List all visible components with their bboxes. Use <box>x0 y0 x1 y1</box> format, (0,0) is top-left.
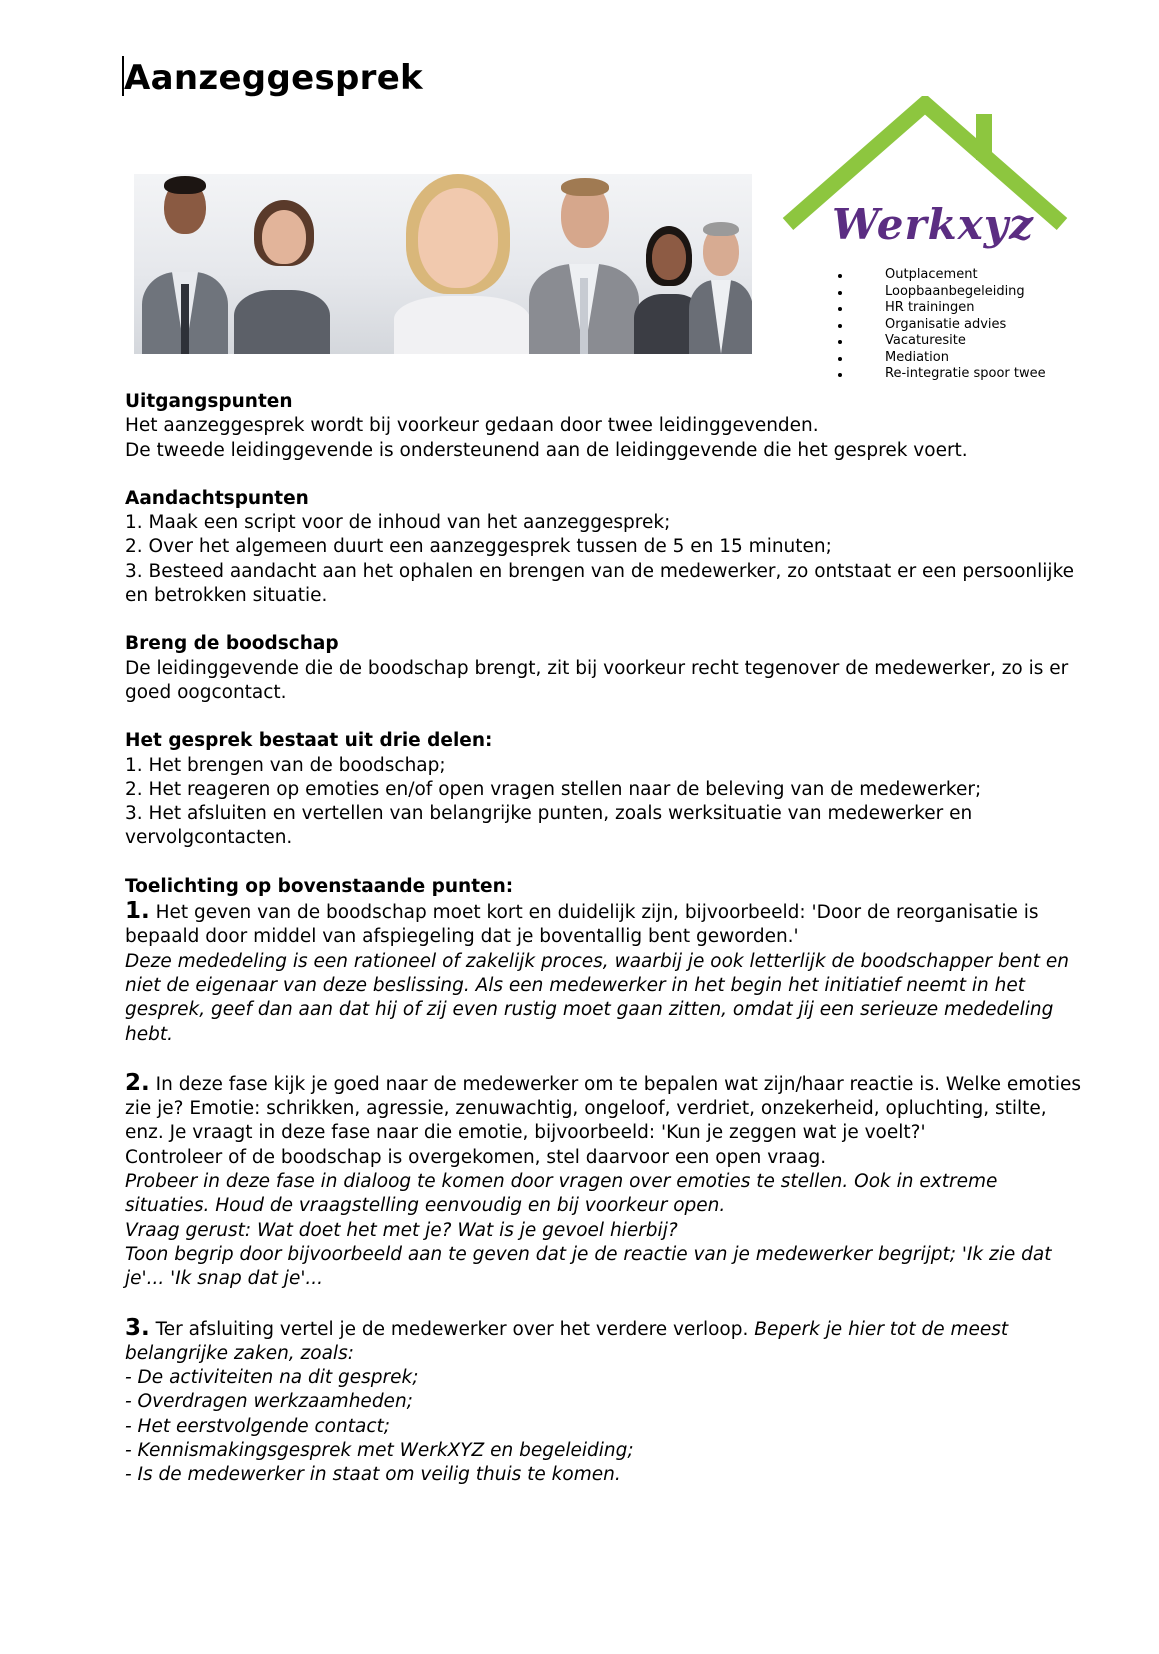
services-list <box>838 267 1046 383</box>
bullet-icon <box>838 357 842 361</box>
list-item: - Het eerstvolgende contact; <box>125 1415 390 1437</box>
list-item: Re-integratie spoor twee <box>838 366 1046 383</box>
person-figure <box>689 174 752 354</box>
list-item: Organisatie advies <box>838 317 1046 334</box>
point-italic: Beperk je hier tot de meest belangrijke zaken, zoals: <box>125 1318 1009 1364</box>
paragraph: De leidinggevende die de boodschap brengt, zit bij voorkeur recht tegenover de medewerker, zo is er goed oogcontact. <box>125 657 1069 703</box>
numbered-item: 1. Het brengen van de boodschap; <box>125 754 446 776</box>
explanation-point-1 <box>125 899 1085 950</box>
list-item: Outplacement <box>838 267 1046 284</box>
list-item: Mediation <box>838 350 1046 367</box>
italic-paragraph: Probeer in deze fase in dialoog te komen door vragen over emoties te stellen. Ook in extreme situaties. Houd de vraagstelling eenvoudig en bij voorkeur open. <box>125 1171 998 1217</box>
list-item: - Overdragen werkzaamheden; <box>125 1391 413 1413</box>
point-number: 2. <box>125 1069 150 1096</box>
bullet-icon <box>838 274 842 278</box>
section-heading: Toelichting op bovenstaande punten: <box>125 875 514 897</box>
logo-brand-name: Werkxyz <box>832 200 1034 249</box>
list-item: - Kennismakingsgesprek met WerkXYZ en begeleiding; <box>125 1439 634 1461</box>
numbered-item: 1. Maak een script voor de inhoud van het aanzeggesprek; <box>125 512 671 534</box>
point-text: Het geven van de boodschap moet kort en duidelijk zijn, bijvoorbeeld: 'Door de reorganisatie is bepaald door middel van afspiegeling dat je boventallig bent geworden.' <box>125 902 1039 948</box>
point-number: 1. <box>125 898 150 925</box>
point-text: Ter afsluiting vertel je de medewerker over het verdere verloop. <box>149 1318 755 1340</box>
list-item: - Is de medewerker in staat om veilig thuis te komen. <box>125 1464 621 1486</box>
bullet-icon <box>838 373 842 377</box>
point-number: 3. <box>125 1314 150 1341</box>
list-item: Loopbaanbegeleiding <box>838 284 1046 301</box>
italic-paragraph: Vraag gerust: Wat doet het met je? Wat is je gevoel hierbij? <box>125 1219 678 1241</box>
numbered-item: 3. Het afsluiten en vertellen van belangrijke punten, zoals werksituatie van medewerker en vervolgcontacten. <box>125 803 973 849</box>
point-text: In deze fase kijk je goed naar de medewerker om te bepalen wat zijn/haar reactie is. Welke emoties zie je? Emotie: schrikken, agressie, zenuwachtig, ongeloof, verdriet, onzekerheid, opluchting, stilte, enz. Je vraagt in deze fase naar die emotie, bijvoorbeeld: 'Kun je zeggen wat je voelt?' <box>125 1073 1082 1144</box>
section-heading: Uitgangspunten <box>125 391 293 412</box>
bullet-icon <box>838 307 842 311</box>
page-title: Aanzeggesprek <box>124 58 423 98</box>
person-figure <box>224 174 334 354</box>
bullet-icon <box>838 324 842 328</box>
banner-photo <box>134 174 752 354</box>
document-body <box>125 390 1085 1488</box>
numbered-item: 3. Besteed aandacht aan het ophalen en brengen van de medewerker, zo ontstaat er een persoonlijke en betrokken situatie. <box>125 560 1075 607</box>
explanation-point-2 <box>125 1071 1085 1146</box>
person-figure <box>142 174 228 354</box>
paragraph: Controleer of de boodschap is overgekomen, stel daarvoor een open vraag. <box>125 1146 827 1168</box>
person-figure <box>384 174 534 354</box>
list-item: HR trainingen <box>838 300 1046 317</box>
section-heading: Aandachtspunten <box>125 487 309 509</box>
italic-paragraph: Toon begrip door bijvoorbeeld aan te geven dat je de reactie van je medewerker begrijpt; 'Ik zie dat je'... 'Ik snap dat je'... <box>125 1243 1052 1290</box>
numbered-item: 2. Het reageren op emoties en/of open vragen stellen naar de beleving van de medewerker; <box>125 778 982 800</box>
numbered-item: 2. Over het algemeen duurt een aanzeggesprek tussen de 5 en 15 minuten; <box>125 536 832 558</box>
list-item: Vacaturesite <box>838 333 1046 350</box>
section-heading: Breng de boodschap <box>125 633 339 655</box>
paragraph-line: Het aanzeggesprek wordt bij voorkeur gedaan door twee leidinggevenden. <box>125 415 819 437</box>
italic-paragraph: Deze mededeling is een rationeel of zakelijk proces, waarbij je ook letterlijk de boodschapper bent en niet de eigenaar van deze beslissing. Als een medewerker in het begin het initiatief neemt in het gesprek, geef dan aan dat hij of zij even rustig moet gaan zitten, omdat jij een serieuze mededeling hebt. <box>125 950 1069 1045</box>
paragraph-line: De tweede leidinggevende is ondersteunend aan de leidinggevende die het gesprek voert. <box>125 439 968 461</box>
list-item: - De activiteiten na dit gesprek; <box>125 1367 419 1389</box>
bullet-icon <box>838 291 842 295</box>
bullet-icon <box>838 340 842 344</box>
section-heading: Het gesprek bestaat uit drie delen: <box>125 730 493 752</box>
explanation-point-3 <box>125 1316 1085 1367</box>
person-figure <box>529 174 639 354</box>
